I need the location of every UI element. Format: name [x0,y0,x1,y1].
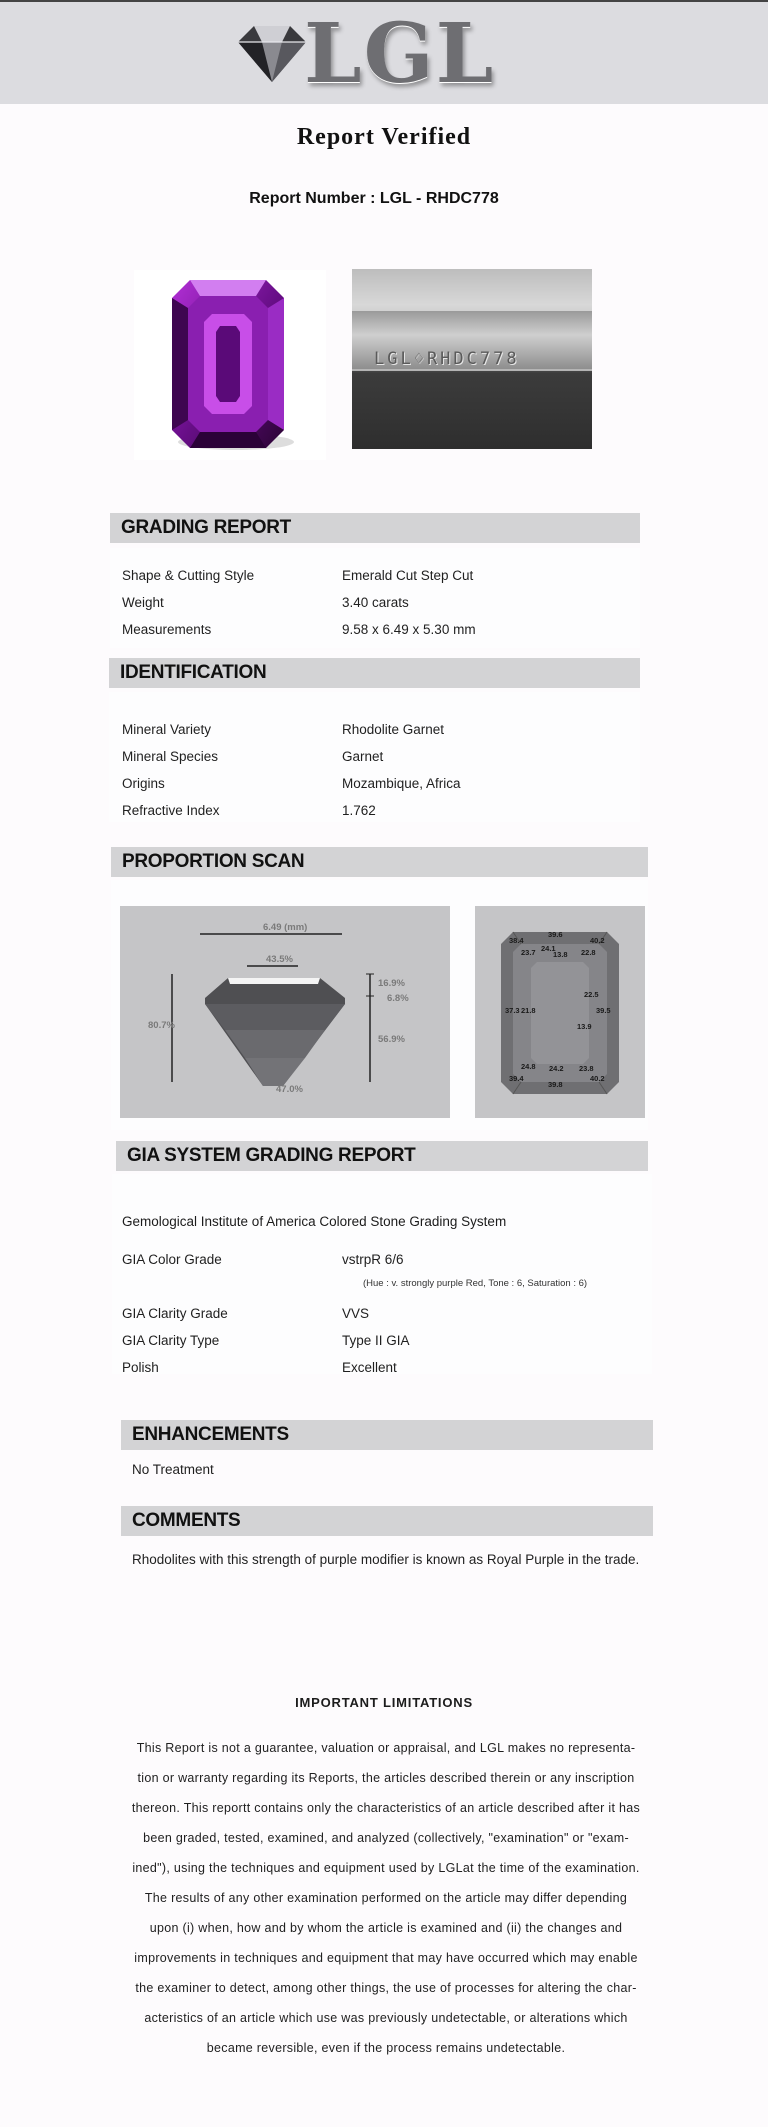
row-value: 9.58 x 6.49 x 5.30 mm [342,622,476,637]
inscription-photo [352,269,592,449]
row-label: GIA Clarity Type [122,1333,220,1348]
row-value: Type II GIA [342,1333,410,1348]
proportion-heading: PROPORTION SCAN [111,847,648,877]
row-label: Mineral Species [122,749,219,764]
facet-value: 40.2 [590,1074,605,1083]
profile-scan [120,906,450,1118]
pavilion-label: 56.9% [378,1034,405,1045]
row-value: Emerald Cut Step Cut [342,568,474,583]
row-label: Weight [122,595,164,610]
row-value: 1.762 [342,803,376,818]
row-value: Garnet [342,749,384,764]
page-title: Report Verified [296,124,472,150]
crown-label: 16.9% [378,978,405,989]
gia-heading: GIA SYSTEM GRADING REPORT [116,1141,648,1171]
row-value: VVS [342,1306,370,1321]
facet-value: 39.5 [596,1006,611,1015]
limitations-body [112,1733,660,2063]
limitations-line: the examiner to detect, among other things, the use of processes for altering the char- [135,1981,637,1995]
limitations-line: tion or warranty regarding its Reports, the articles described therein or any inscription [137,1771,635,1785]
depth-label: 80.7% [148,1020,175,1031]
header-band [0,2,768,104]
row-label: Mineral Variety [122,722,212,737]
report-number: Report Number : LGL - RHDC778 [249,190,499,207]
facet-value: 24.8 [521,1062,536,1071]
facet-scan [475,906,645,1118]
enhancements-heading: ENHANCEMENTS [121,1420,653,1450]
limitations-line: ined"), using the techniques and equipment used by LGLat the time of the examination. [132,1861,640,1875]
width-label: 6.49 (mm) [263,922,308,933]
comments-text: Rhodolites with this strength of purple modifier is known as Royal Purple in the trade. [132,1552,640,1567]
facet-value: 13.9 [577,1022,592,1031]
girdle-label: 6.8% [387,993,409,1004]
facet-value: 23.7 [521,948,536,957]
facet-value: 24.2 [549,1064,564,1073]
facet-value: 40.2 [590,936,605,945]
limitations-line: upon (i) when, how and by whom the article is examined and (ii) the changes and [149,1921,623,1935]
facet-value: 37.3 [505,1006,520,1015]
row-value: vstrpR 6/6 [342,1252,404,1267]
facet-value: 13.8 [553,950,568,959]
row-value: Rhodolite Garnet [342,722,445,737]
gia-subtitle: Gemological Institute of America Colored Stone Grading System [122,1214,507,1229]
enhancements-text: No Treatment [132,1462,214,1477]
limitations-line: The results of any other examination performed on the article may differ depending [144,1891,628,1905]
hue-note: (Hue : v. strongly purple Red, Tone : 6, Saturation : 6) [363,1278,588,1289]
inscription-text: LGL♢RHDC778 [374,349,520,369]
edge-highlight [352,369,592,371]
row-label: Shape & Cutting Style [122,568,255,583]
facet-value: 39.6 [548,930,563,939]
facet-value: 22.8 [581,948,596,957]
row-label: GIA Color Grade [122,1252,222,1267]
logo-wordmark: LGL [304,6,496,102]
limitations-line: improvements in techniques and equipment that may have occurred which may enable [134,1951,638,1965]
limitations-line: acteristics of an article which use was previously undetectable, or alterations which [144,2011,628,2025]
row-label: Refractive Index [122,803,220,818]
row-label: Measurements [122,622,212,637]
facet-value: 39.8 [548,1080,563,1089]
identification-heading: IDENTIFICATION [109,658,640,688]
facet-value: 39.4 [509,1074,524,1083]
gem-photo [134,270,326,460]
culet-label: 47.0% [276,1084,303,1095]
row-label: Polish [122,1360,159,1375]
limitations-line: This Report is not a guarantee, valuation or appraisal, and LGL makes no representa- [136,1741,636,1755]
row-value: Excellent [342,1360,397,1375]
limitations-line: became reversible, even if the process remains undetectable. [206,2041,566,2055]
row-value: 3.40 carats [342,595,409,610]
row-label: Origins [122,776,165,791]
facet-value: 23.8 [579,1064,594,1073]
limitations-heading: IMPORTANT LIMITATIONS [295,1695,473,1710]
lgl-logo [232,6,496,102]
limitations-line: thereon. This reportt contains only the characteristics of an article described after it has [131,1801,641,1815]
facet-value: 22.5 [584,990,599,999]
table-label: 43.5% [266,954,293,965]
diamond-icon [232,22,312,86]
row-label: GIA Clarity Grade [122,1306,228,1321]
row-value: Mozambique, Africa [342,776,461,791]
limitations-line: been graded, tested, examined, and analyzed (collectively, "examination" or "exam- [143,1831,629,1845]
facet-value: 24.1 [541,944,556,953]
grading-heading: GRADING REPORT [110,513,640,543]
comments-heading: COMMENTS [121,1506,653,1536]
facet-value: 21.8 [521,1006,536,1015]
facet-value: 38.4 [509,936,524,945]
